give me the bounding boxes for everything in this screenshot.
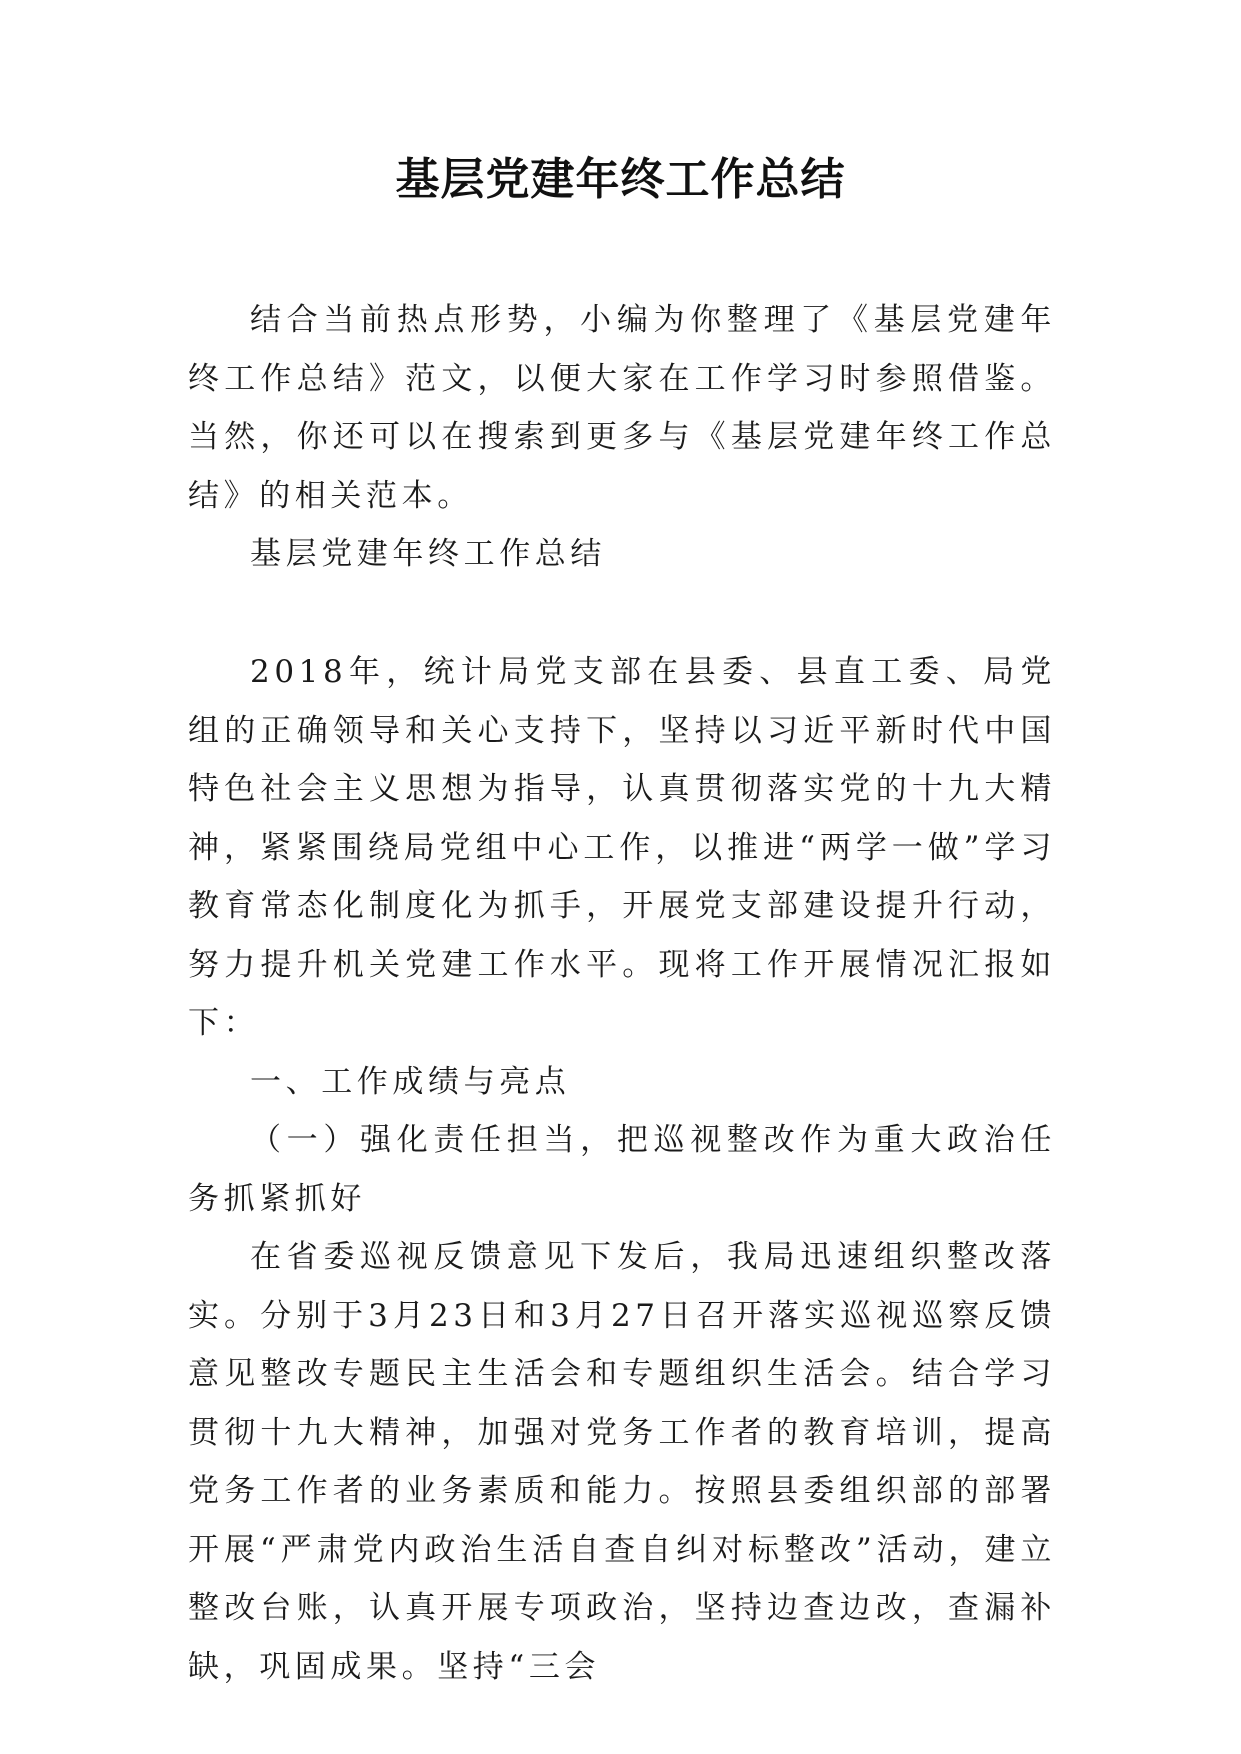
intro-section	[188, 291, 1056, 525]
document-title: 基层党建年终工作总结	[395, 154, 846, 205]
section-heading-achievements: 一、工作成绩与亮点	[250, 1063, 571, 1100]
subtitle-section	[188, 525, 1056, 584]
body-paragraph-overview: 2018年，统计局党支部在县委、县直工委、局党组的正确领导和关心支持下，坚持以习近平新时代中国特色社会主义思想为指导，认真贯彻落实党的十九大精神，紧紧围绕局党组中心工作，以推进“两学一做”学习教育常态化制度化为抓手，开展党支部建设提升行动，努力提升机关党建工作水平。现将工作开展情况汇报如下：	[188, 654, 1056, 1041]
subsection-heading-responsibility: （一）强化责任担当，把巡视整改作为重大政治任务抓紧抓好	[188, 1122, 1056, 1217]
body-paragraph-inspection-rectification: 在省委巡视反馈意见下发后，我局迅速组织整改落实。分别于3月23日和3月27日召开落实巡视巡察反馈意见整改专题民主生活会和专题组织生活会。结合学习贯彻十九大精神，加强对党务工作者的教育培训，提高党务工作者的业务素质和能力。按照县委组织部的部署开展“严肃党内政治生活自查自纠对标整改”活动，建立整改台账，认真开展专项政治，坚持边查边改，查漏补缺，巩固成果。坚持“三会	[188, 1239, 1056, 1685]
intro-paragraph: 结合当前热点形势，小编为你整理了《基层党建年终工作总结》范文，以便大家在工作学习时参照借鉴。当然，你还可以在搜索到更多与《基层党建年终工作总结》的相关范本。	[188, 302, 1056, 514]
main-body	[188, 643, 1056, 1696]
document-subtitle: 基层党建年终工作总结	[250, 536, 606, 572]
